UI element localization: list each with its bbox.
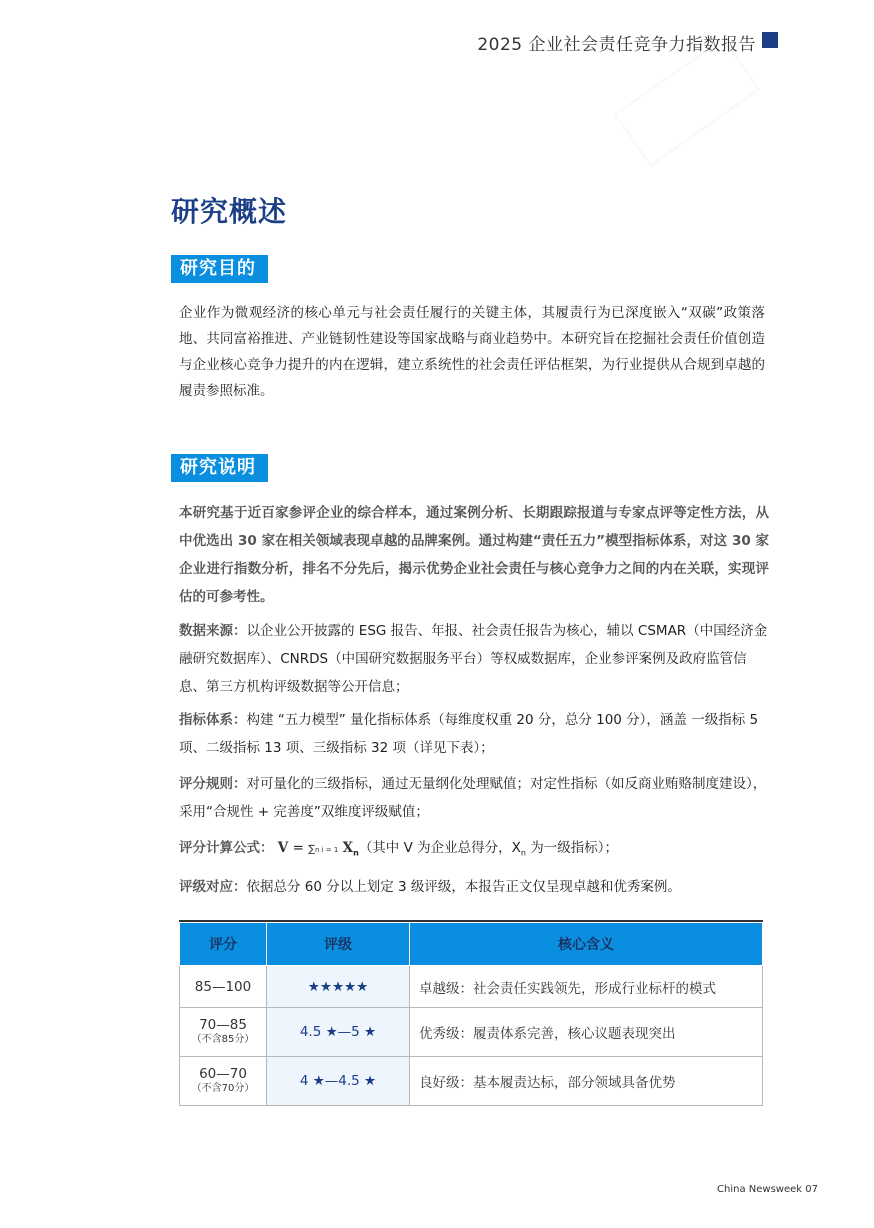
formula-x-sub: n (353, 848, 359, 858)
section-heading-explanation: 研究说明 (171, 454, 268, 482)
cell-meaning: 优秀级：履责体系完善，核心议题表现突出 (410, 1008, 763, 1057)
header-square (762, 32, 778, 48)
score-value: 60—70 (199, 1066, 247, 1082)
cell-score (180, 966, 267, 1008)
cell-score (180, 1057, 267, 1106)
score-value: 70—85 (199, 1017, 247, 1033)
rating-text: 依据总分 60 分以上划定 3 级评级，本报告正文仅呈现卓越和优秀案例。 (246, 879, 681, 895)
score-value: 85—100 (194, 978, 252, 995)
formula-limits: n i = 1 (314, 846, 339, 854)
cell-stars: ★★★★★ (267, 966, 410, 1008)
explanation-intro: 本研究基于近百家参评企业的综合样本，通过案例分析、长期跟踪报道与专家点评等定性方法，从中优选出 30 家在相关领域表现卓越的品牌案例。通过构建“责任五力”模型指标体系，对这 30 家企业进行指数分析，排名不分先后，揭示优势企业社会责任与核心竞争力之间的内在关联，实现评估的可参考性。 (179, 505, 769, 605)
formula-text-sub: n (520, 848, 526, 858)
score-note: （不含70分） (191, 1083, 255, 1094)
formula-v: V (277, 840, 289, 856)
cell-meaning: 卓越级：社会责任实践领先，形成行业标杆的模式 (410, 966, 763, 1008)
table-header-row (180, 923, 763, 966)
rating-label: 评级对应： (179, 879, 247, 895)
page-number: 07 (805, 1184, 818, 1195)
header-score: 评分 (180, 923, 267, 966)
watermark (614, 37, 760, 166)
section-heading-purpose: 研究目的 (171, 255, 268, 283)
formula-x: X (342, 840, 354, 856)
rating-item (179, 873, 769, 901)
purpose-paragraph: 企业作为微观经济的核心单元与社会责任履行的关键主体，其履责行为已深度嵌入“双碳”政策落地、共同富裕推进、产业链韧性建设等国家战略与商业趋势中。本研究旨在挖掘社会责任价值创造与企业核心竞争力提升的内在逻辑，建立系统性的社会责任评估框架，为行业提供从合规到卓越的履责参照标准。 (179, 305, 765, 399)
rating-table (179, 922, 763, 1106)
table-row (180, 1057, 763, 1106)
header-title: 2025 企业社会责任竞争力指数报告 (477, 35, 756, 55)
data-source-item (179, 617, 769, 701)
table-row (180, 1008, 763, 1057)
score-note: （不含85分） (191, 1034, 255, 1045)
scoring-rule-label: 评分规则： (179, 776, 247, 792)
table-row (180, 966, 763, 1008)
indicator-text: 构建 “五力模型” 量化指标体系（每维度权重 20 分，总分 100 分），涵盖 一级指标 5 项、二级指标 13 项、三级指标 32 项（详见下表）； (179, 712, 759, 756)
formula-item (179, 834, 769, 868)
indicator-label: 指标体系： (179, 712, 247, 728)
scoring-rule-item (179, 770, 769, 826)
formula-sum: ∑ (308, 844, 315, 855)
cell-stars: 4.5 ★—5 ★ (267, 1008, 410, 1057)
header-rating: 评级 (267, 923, 410, 966)
page-title: 研究概述 (171, 195, 288, 228)
cell-score (180, 1008, 267, 1057)
scoring-rule-text: 对可量化的三级指标，通过无量纲化处理赋值；对定性指标（如反商业贿赂制度建设），采用“合规性 + 完善度”双维度评级赋值； (179, 776, 767, 820)
footer (717, 1184, 818, 1195)
data-source-text: 以企业公开披露的 ESG 报告、年报、社会责任报告为核心，辅以 CSMAR（中国经济金融研究数据库）、CNRDS（中国研究数据服务平台）等权威数据库，企业参评案例及政府监管信息、第三方机构评级数据等公开信息； (179, 623, 768, 695)
data-source-label: 数据来源： (179, 623, 247, 639)
cell-meaning: 良好级：基本履责达标，部分领域具备优势 (410, 1057, 763, 1106)
indicator-item (179, 706, 769, 762)
cell-stars: 4 ★—4.5 ★ (267, 1057, 410, 1106)
formula-label: 评分计算公式： (179, 840, 274, 856)
formula-eq: = (292, 840, 304, 856)
footer-brand: China Newsweek (717, 1184, 803, 1195)
header-meaning: 核心含义 (410, 923, 763, 966)
formula-text: （其中 V 为企业总得分，X (358, 840, 521, 856)
formula-text-end: 为一级指标）； (525, 840, 619, 856)
